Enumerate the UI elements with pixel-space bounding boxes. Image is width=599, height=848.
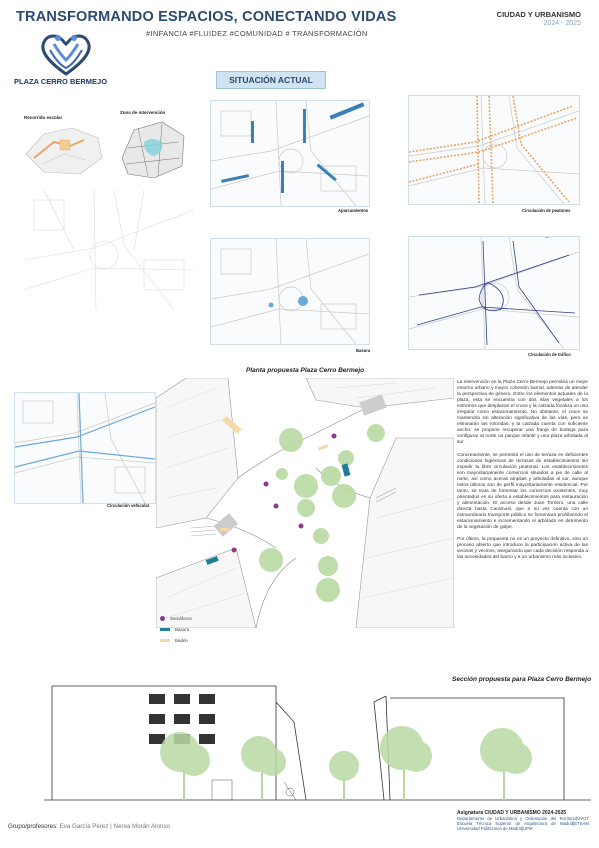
- course-block: [497, 10, 581, 27]
- description-paragraph: Concretamente, se permitirá el uso de terraza en deficientes condiciones higiénicas de terrazas de establecimientos sin impedir la libre circulación peatonal. Los establecimientos son mayoritariamente comercios situados a pie de calle al norte, así como aceras amplias y arboladas al sur, aunque estos últimos son de perfil mayoritariamente residencial. Por tanto, se trata de fomentar los comercios existentes, muy orientados en su oferta a establecimientos para restauración y alimentación. El acceso desde Juan Tornero, una calle directa hasta Caramuel, que a su vez cuenta con un extraordinario transporte público se fomentará prohibiendo el estacionamiento e incrementando el arbolado en detrimento de la vegetación de golpe.: [457, 452, 588, 531]
- planta-title: Planta propuesta Plaza Cerro Bermejo: [246, 367, 365, 374]
- legend-label: Basura: [175, 627, 190, 632]
- description-paragraph: La intervención en la Plaza Cerro Bermejo permitirá un mejor entorno urbano y mayor cohesión barrial, además de atender la perspectiva de género. Entre los elementos actuales de la plaza, esta se encuentra con dos islas vegetales a los extremos que desplazan el cruce y la calzada focaliza un uso irregular como estacionamiento. No obstante, el cruce se mantendrá sin alteración significativa de las vías, pero se eliminarán las rotondas, y la calzada cuenta con suficiente ancho; se propone recuperar una franja de bodega para configurar al norte un parque infantil y una plaza arbolada al sur.: [457, 380, 588, 446]
- baden-swatch-icon: [160, 639, 170, 642]
- department-text: Departamento de Urbanística y Ordenación del Territorio|UVOT Escuela Técnica Superior de Arquitectura de Madrid|ETSAM Universidad Politécnica de Madrid|UPM: [457, 816, 589, 831]
- planta-propuesta-plan: [156, 378, 454, 628]
- caption-peatones: Circulación de peatones: [522, 208, 571, 213]
- basura-map: [210, 238, 370, 345]
- footer-institution: [457, 811, 589, 831]
- base-map: [24, 190, 194, 310]
- group-people: Eva García Pérez | Nerea Morán Alonso: [59, 823, 170, 830]
- legend-row-basura: [160, 627, 240, 638]
- vehicular-map: [14, 392, 156, 504]
- peatones-map: [408, 95, 580, 205]
- group-label: Grupo/profesores:: [8, 823, 58, 830]
- legend-row-semaforos: [160, 616, 240, 627]
- semaforo-swatch-icon: [160, 616, 165, 621]
- subject-title: Asignatura CIUDAD Y URBANISMO 2024-2025: [457, 810, 567, 816]
- legend-label: Badén: [175, 638, 189, 643]
- course-year: 2024 - 2025: [543, 20, 581, 27]
- course-name: CIUDAD Y URBANISMO: [496, 10, 581, 19]
- legend-row-baden: [160, 638, 240, 649]
- situacion-actual-badge: SITUACIÓN ACTUAL: [216, 71, 326, 89]
- description-paragraph: Por último, la propuesta no es un proyecto definitivo, sino un proceso abierto que introduce la participación activa de las vecinas y vecinos, asegurando que cada decisión responda a las necesidades del barrio y a un urbanismo más inclusivo.: [457, 537, 588, 561]
- heart-people-logo-icon: [36, 30, 96, 76]
- page-title: TRANSFORMANDO ESPACIOS, CONECTANDO VIDAS: [16, 9, 397, 25]
- caption-aparcamientos: Aparcamientos: [338, 208, 369, 213]
- aparcamientos-map: [210, 100, 370, 207]
- footer-group: [8, 823, 170, 830]
- description-text: [457, 380, 588, 567]
- zona-intervencion-map: [118, 118, 188, 180]
- legend-label: Semáforos: [170, 616, 192, 621]
- recorrido-label: Recorrido escolar: [24, 115, 63, 120]
- logo-name: PLAZA CERRO BERMEJO: [14, 77, 108, 86]
- caption-vehicular: Circulación vehicular: [107, 503, 150, 508]
- trafico-map: [408, 236, 580, 350]
- seccion-drawing: [44, 682, 591, 802]
- caption-trafico: Circulación de tráfico: [528, 352, 571, 357]
- caption-basura: Basura: [356, 348, 371, 353]
- legend: [160, 616, 240, 649]
- recorrido-escolar-map: [24, 124, 104, 176]
- basura-swatch-icon: [160, 628, 170, 631]
- zona-label: Zona de intervención: [120, 110, 166, 115]
- hashtags: #INFANCIA #FLUIDEZ #COMUNIDAD # TRANSFORMACIÓN: [146, 29, 368, 38]
- seccion-title: Sección propuesta para Plaza Cerro Bermejo: [452, 676, 592, 683]
